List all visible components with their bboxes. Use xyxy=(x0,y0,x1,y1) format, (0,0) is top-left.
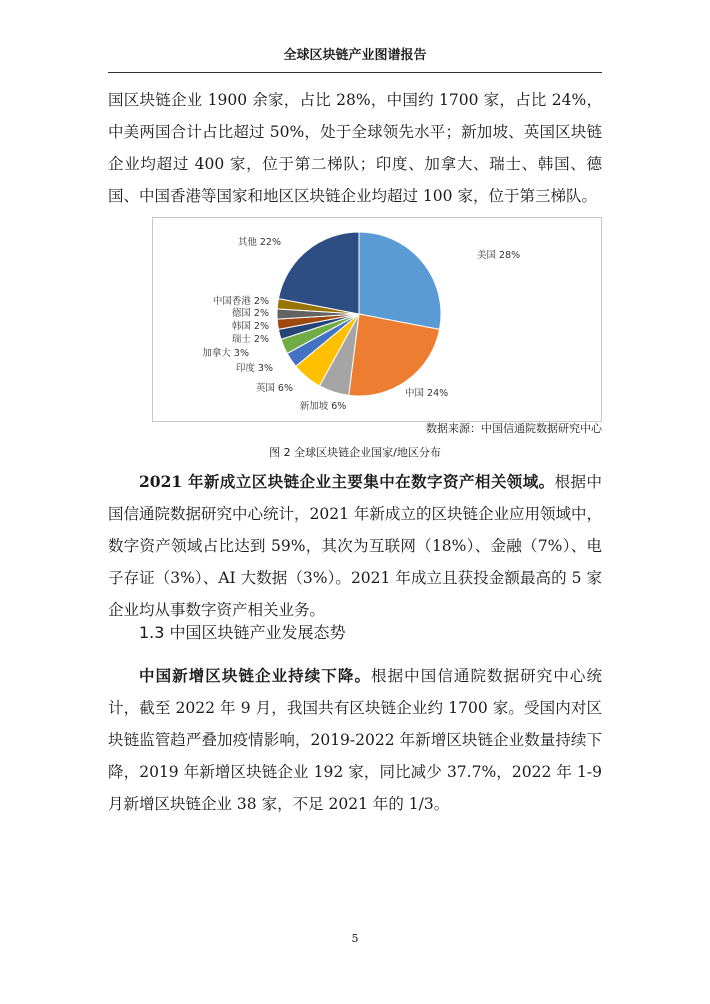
pie-chart-frame xyxy=(152,217,602,422)
paragraph-new-enterprises-2021 xyxy=(108,466,602,626)
pie-slice-label: 中国 24% xyxy=(405,388,449,399)
chart-source-note: 数据来源：中国信通院数据研究中心 xyxy=(426,422,602,435)
pie-slice-label: 英国 6% xyxy=(255,383,293,394)
header-rule xyxy=(108,72,602,73)
pie-slice-label: 其他 22% xyxy=(237,237,281,248)
page-header-title: 全球区块链产业图谱报告 xyxy=(283,48,427,63)
pie-slice-label: 德国 2% xyxy=(231,308,269,319)
paragraph-lead-text: 中国新增区块链企业持续下降。 xyxy=(139,666,372,685)
section-heading: 1.3 中国区块链产业发展态势 xyxy=(139,623,346,642)
paragraph-country-distribution: 国区块链企业 1900 余家，占比 28%，中国约 1700 家，占比 24%，中美两国合计占比超过 50%，处于全球领先水平；新加坡、英国区块链企业均超过 400 家，位于第二梯队；印度、加拿大、瑞士、韩国、德国、中国香港等国家和地区区块链企业均超过 100 家，位于第三梯队。 xyxy=(108,91,602,205)
pie-slice-label: 瑞士 2% xyxy=(231,334,269,345)
pie-chart xyxy=(153,218,603,423)
pie-slice-label: 美国 28% xyxy=(477,250,521,261)
figure-caption: 图 2 全球区块链企业国家/地区分布 xyxy=(269,446,441,459)
pie-slice-label: 中国香港 2% xyxy=(212,296,269,307)
paragraph-body-text: 根据中国信通院数据研究中心统计，截至 2022 年 9 月，我国共有区块链企业约 1700 家。受国内对区块链监管趋严叠加疫情影响，2019-2022 年新增区块链企业数量持续下降，2019 年新增区块链企业 192 家，同比减少 37.7%，2022 年 1-9 月新增区块链企业 38 家，不足 2021 年的 1/3。 xyxy=(108,667,602,813)
pie-slice-label: 韩国 2% xyxy=(231,321,269,332)
pie-slice-label: 新加坡 6% xyxy=(299,401,347,412)
paragraph-china-trend xyxy=(108,660,602,820)
paragraph-lead-text: 2021 年新成立区块链企业主要集中在数字资产相关领域。 xyxy=(139,472,555,491)
paragraph-body-text: 根据中国信通院数据研究中心统计，2021 年新成立的区块链企业应用领域中，数字资产领域占比达到 59%，其次为互联网（18%）、金融（7%）、电子存证（3%）、AI 大数据（3%）。2021 年成立且获投金额最高的 5 家企业均从事数字资产相关业务。 xyxy=(108,473,602,619)
page-number: 5 xyxy=(351,932,359,945)
pie-slice-label: 印度 3% xyxy=(235,363,273,374)
pie-slice-1 xyxy=(359,232,441,329)
pie-slice-label: 加拿大 3% xyxy=(202,348,249,359)
pie-slice-2 xyxy=(349,314,440,396)
